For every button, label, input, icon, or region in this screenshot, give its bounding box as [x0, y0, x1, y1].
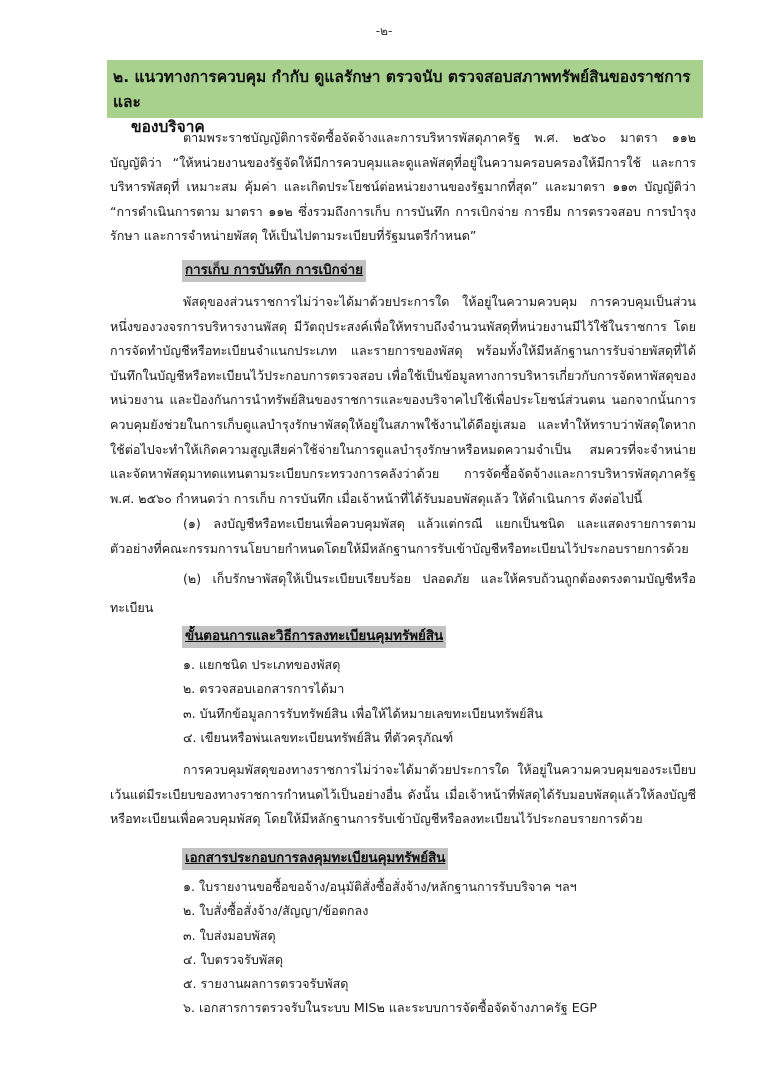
page-number: -๒- [375, 24, 393, 38]
subsection1-item-2: (๒) เก็บรักษาพัสดุให้เป็นระเบียบเรียบร้อย ปลอดภัย และให้ครบถ้วนถูกต้องตรงตามบัญชีหรือทะเบียน [110, 571, 696, 615]
list-item: ๑. แยกชนิด ประเภทของพัสดุ [183, 657, 341, 672]
subsection2-paragraph: การควบคุมพัสดุของทางราชการไม่ว่าจะได้มาด้วยประการใด ให้อยู่ในความควบคุมของระเบียบเว้นแต่มีระเบียบของทางราชการกำหนดไว้เป็นอย่างอื่น ดังนั้น เมื่อเจ้าหน้าที่พัสดุได้รับมอบพัสดุแล้วให้ลงบัญชีหรือทะเบียนเพื่อควบคุมพัสดุ โดยให้มีหลักฐานการรับเข้าบัญชีหรือลงทะเบียนไว้ประกอบรายการด้วย [110, 762, 696, 827]
list-item: ๒. ตรวจสอบเอกสารการได้มา [183, 681, 345, 697]
subsection-heading: การเก็บ การบันทึก การเบิกจ่าย [182, 260, 366, 282]
subsection1-item1-block [110, 512, 696, 561]
subsection1-item-1: (๑) ลงบัญชีหรือทะเบียนเพื่อควบคุมพัสดุ แล้วแต่กรณี แยกเป็นชนิด และแสดงรายการตามตัวอย่างที่คณะกรรมการนโยบายกำหนดโดยให้มีหลักฐานการรับเข้าบัญชีหรือทะเบียนไว้ประกอบรายการด้วย [110, 516, 696, 556]
list-item: ๔. เขียนหรือพ่นเลขทะเบียนทรัพย์สิน ที่ตัวครุภัณฑ์ [183, 729, 454, 745]
subsection1-body [110, 290, 696, 511]
subsection-heading: เอกสารประกอบการลงคุมทะเบียนคุมทรัพย์สิน [182, 848, 448, 870]
registration-steps-list [183, 653, 543, 750]
intro-block [110, 126, 696, 249]
list-item: ๓. บันทึกข้อมูลการรับทรัพย์สิน เพื่อให้ได้หมายเลขทะเบียนทรัพย์สิน [183, 705, 543, 721]
intro-paragraph: ตามพระราชบัญญัติการจัดซื้อจัดจ้างและการบริหารพัสดุภาครัฐ พ.ศ. ๒๕๖๐ มาตรา ๑๑๒ บัญญัติว่า “ให้หน่วยงานของรัฐจัดให้มีการควบคุมและดูแลพัสดุที่อยู่ในความครอบครองให้มีการใช้ และการบริหารพัสดุที่ เหมาะสม คุ้มค่า และเกิดประโยชน์ต่อหน่วยงานของรัฐมากที่สุด” และมาตรา ๑๑๓ บัญญัติว่า “การดำเนินการตาม มาตรา ๑๑๒ ซึ่งรวมถึงการเก็บ การบันทึก การเบิกจ่าย การยืม การตรวจสอบ การบำรุงรักษา และการจำหน่ายพัสดุ ให้เป็นไปตามระเบียบที่รัฐมนตรีกำหนด” [110, 130, 696, 244]
list-item: ๔. ใบตรวจรับพัสดุ [183, 951, 283, 967]
subsection1-item2-block [110, 564, 696, 622]
list-item: ๑. ใบรายงานขอซื้อขอจ้าง/อนุมัติสั่งซื้อสั่งจ้าง/หลักฐานการรับบริจาค ฯลฯ [183, 879, 577, 894]
subsection2-body [110, 758, 696, 832]
list-item: ๕. รายงานผลการตรวจรับพัสดุ [183, 976, 349, 992]
subsection-collect-record-disburse [182, 258, 366, 283]
subsection-heading: ขั้นตอนการและวิธีการลงทะเบียนคุมทรัพย์สิน [182, 626, 446, 648]
subsection-registration-steps [182, 624, 446, 649]
section-title-line2: ของบริจาค [131, 118, 205, 136]
supporting-documents-list [183, 875, 597, 1021]
subsection-supporting-documents [182, 846, 448, 871]
section-header-line1 [113, 65, 697, 115]
section-number: ๒. [113, 68, 130, 86]
list-item: ๓. ใบส่งมอบพัสดุ [183, 927, 276, 943]
section-header [107, 60, 703, 136]
section-title-line1: แนวทางการควบคุม กำกับ ดูแลรักษา ตรวจนับ ตรวจสอบสภาพทรัพย์สินของราชการและ [113, 68, 691, 111]
list-item: ๖. เอกสารการตรวจรับในระบบ MIS๒ และระบบการจัดซื้อจัดจ้างภาครัฐ EGP [183, 1000, 598, 1016]
list-item: ๒. ใบสั่งซื้อสั่งจ้าง/สัญญา/ข้อตกลง [183, 903, 369, 919]
subsection1-paragraph: พัสดุของส่วนราชการไม่ว่าจะได้มาด้วยประการใด ให้อยู่ในความควบคุม การควบคุมเป็นส่วนหนึ่งของวงจรการบริหารงานพัสดุ มีวัตถุประสงค์เพื่อให้ทราบถึงจำนวนพัสดุที่หน่วยงานมีไว้ใช้ในราชการ โดยการจัดทำบัญชีหรือทะเบียนจำแนกประเภท และรายการของพัสดุ พร้อมทั้งให้มีหลักฐานการรับจ่ายพัสดุที่ได้บันทึกในบัญชีหรือทะเบียนไว้ประกอบการตรวจสอบ เพื่อใช้เป็นข้อมูลทางการบริหารเกี่ยวกับการจัดหาพัสดุของหน่วยงาน และป้องกันการนำทรัพย์สินของราชการและของบริจาคไปใช้เพื่อประโยชน์ส่วนตน นอกจากนั้นการควบคุมยังช่วยในการเก็บดูแลบำรุงรักษาพัสดุให้อยู่ในสภาพใช้งานได้ดีอยู่เสมอ และทำให้ทราบว่าพัสดุใดหากใช้ต่อไปจะทำให้เกิดความสูญเสียค่าใช้จ่ายในการดูแลบำรุงรักษาหรือหมดความจำเป็น สมควรที่จะจำหน่ายและจัดหาพัสดุมาทดแทนตามระเบียบกระทรวงการคลังว่าด้วย การจัดซื้อจัดจ้างและการบริหารพัสดุภาครัฐ พ.ศ. ๒๕๖๐ กำหนดว่า การเก็บ การบันทึก เมื่อเจ้าหน้าที่ได้รับมอบพัสดุแล้ว ให้ดำเนินการ ดังต่อไปนี้ [110, 294, 696, 506]
